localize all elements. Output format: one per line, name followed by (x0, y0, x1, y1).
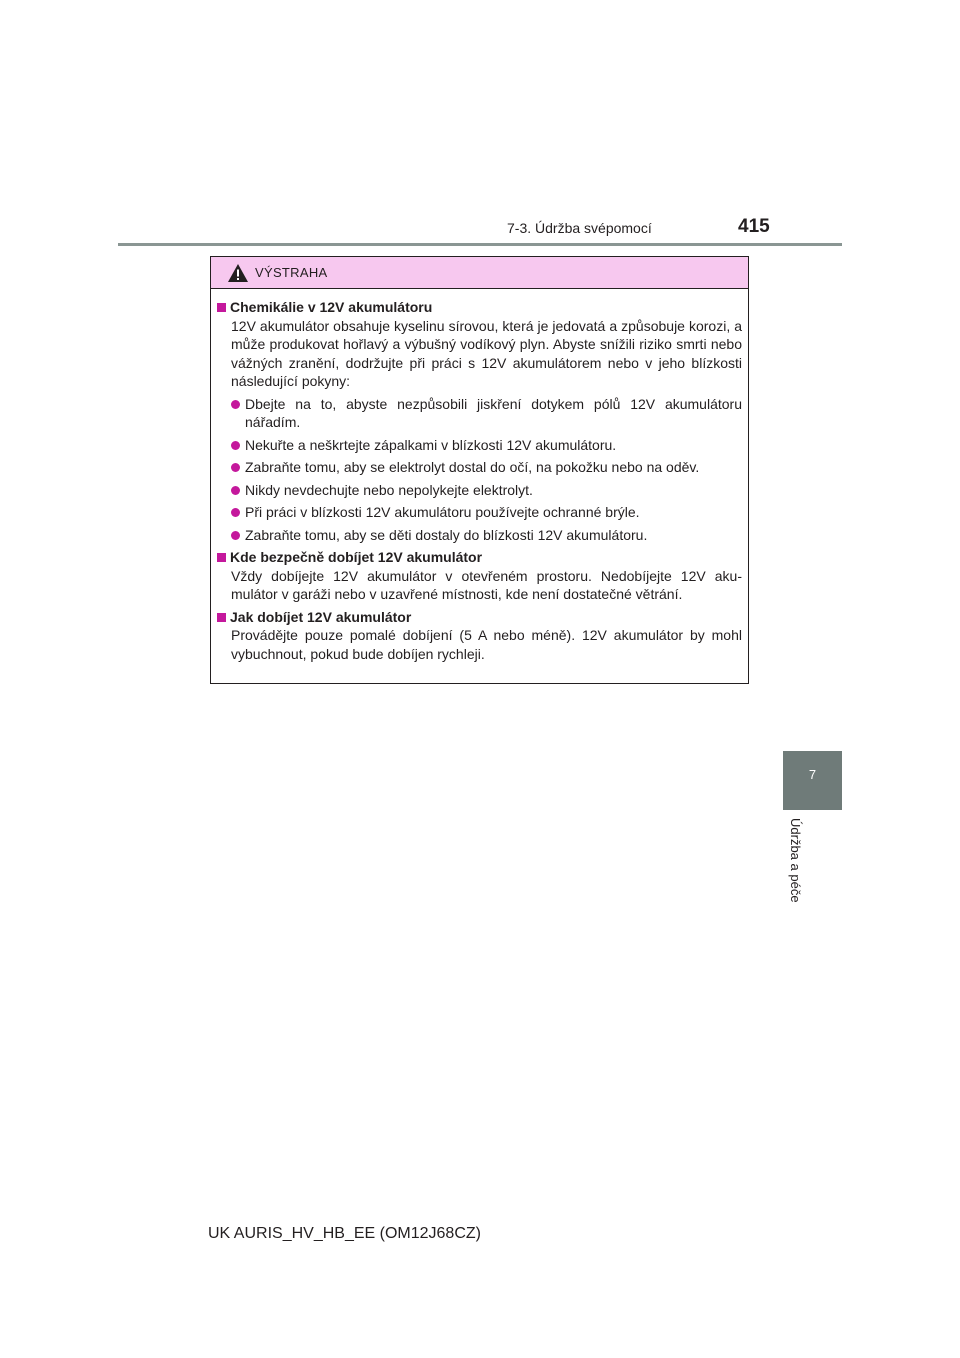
list-item (217, 395, 742, 432)
round-bullet-icon (231, 508, 240, 517)
list-item-text: Zabraňte tomu, aby se děti dostaly do blízkosti 12V akumulátoru. (245, 526, 648, 543)
round-bullet-icon (231, 400, 240, 409)
section-heading (217, 298, 742, 317)
page-header-section: 7-3. Údržba svépomocí (507, 220, 652, 236)
section-heading (217, 548, 742, 567)
round-bullet-icon (231, 531, 240, 540)
round-bullet-icon (231, 463, 240, 472)
warning-header (211, 257, 748, 289)
list-item (217, 481, 742, 500)
section-text: Vždy dobíjejte 12V akumulátor v otevřeném prostoru. Nedobíjejte 12V aku-mulátor v garáži nebo v uzavřené místnosti, kde není dostatečné větrání. (231, 567, 742, 602)
list-item (217, 458, 742, 477)
section-heading-text: Jak dobíjet 12V akumulátor (230, 608, 412, 625)
warning-triangle-icon (227, 263, 249, 283)
document-footer: UK AURIS_HV_HB_EE (OM12J68CZ) (208, 1225, 481, 1242)
list-item (217, 526, 742, 545)
chapter-number: 7 (808, 767, 817, 782)
square-bullet-icon (217, 613, 226, 622)
section-heading (217, 608, 742, 627)
warning-body (211, 289, 748, 663)
list-item-text: Při práci v blízkosti 12V akumulátoru používejte ochranné brýle. (245, 504, 640, 520)
chapter-side-label: Údržba a péče (788, 818, 803, 903)
warning-title: VÝSTRAHA (255, 265, 328, 280)
chapter-side-tab (783, 751, 842, 810)
section-text: 12V akumulátor obsahuje kyselinu sírovou, která je jedovatá a způsobuje korozi, a může produkovat hořlavý a výbušný vodíkový plyn. Abyste snížili riziko smrti nebo vážných zranění, dodržujte při práci s 12V akumulátorem nebo v jeho blízkosti následující pokyny: (231, 317, 742, 389)
header-rule (118, 243, 842, 246)
list-item (217, 436, 742, 455)
list-item (217, 503, 742, 522)
page-number: 415 (738, 216, 770, 237)
list-item-text: Nekuřte a neškrtejte zápalkami v blízkosti 12V akumulátoru. (245, 436, 617, 453)
section-heading-text: Chemikálie v 12V akumulátoru (230, 299, 433, 315)
round-bullet-icon (231, 486, 240, 495)
square-bullet-icon (217, 553, 226, 562)
list-item-text: Zabraňte tomu, aby se elektrolyt dostal do očí, na pokožku nebo na oděv. (245, 459, 700, 475)
section-text: Provádějte pouze pomalé dobíjení (5 A nebo méně). 12V akumulátor by mohl vybuchnout, pokud bude dobíjen rychleji. (231, 627, 742, 662)
square-bullet-icon (217, 303, 226, 312)
warning-box (210, 256, 749, 684)
list-item-text: Dbejte na to, abyste nezpůsobili jiskření dotykem pólů 12V akumulátoru nářadím. (245, 395, 742, 430)
round-bullet-icon (231, 441, 240, 450)
list-item-text: Nikdy nevdechujte nebo nepolykejte elektrolyt. (245, 481, 533, 498)
section-heading-text: Kde bezpečně dobíjet 12V akumulátor (230, 549, 483, 565)
